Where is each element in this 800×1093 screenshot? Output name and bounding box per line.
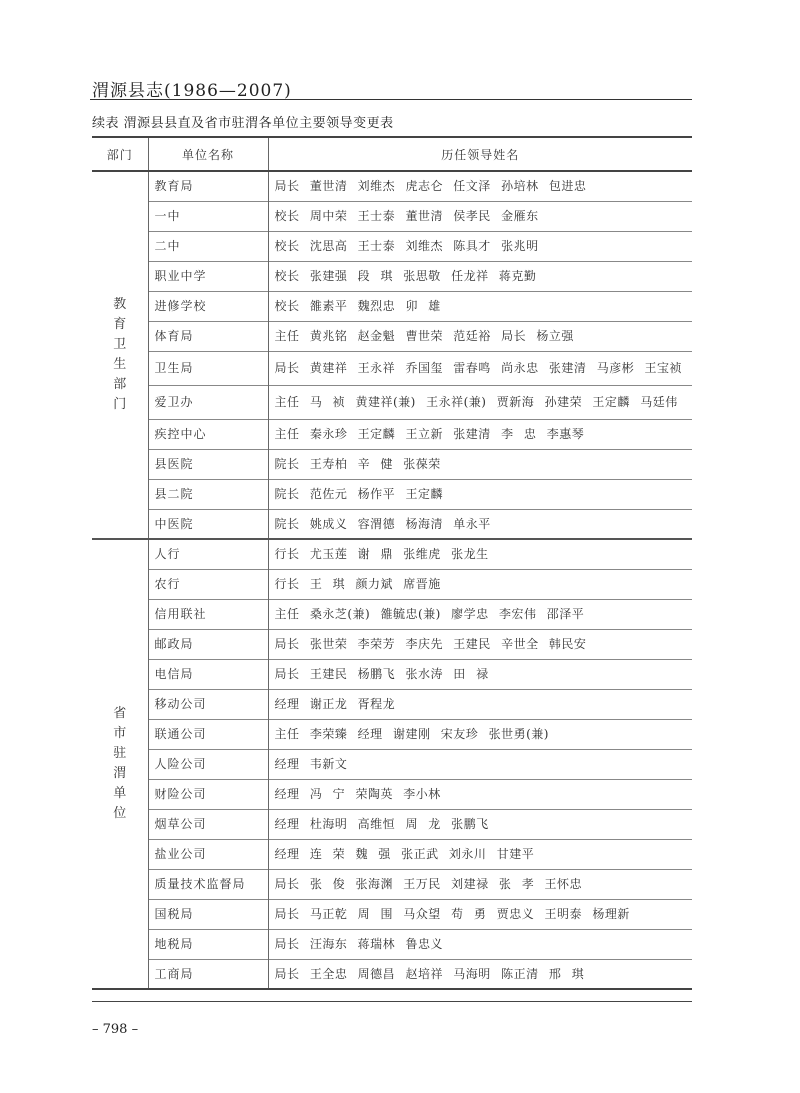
leaders-cell: 经理 连 荣 魏 强 张正武 刘永川 甘建平 <box>268 839 692 869</box>
dept-label: 省市驻渭单位 <box>113 706 127 821</box>
table-body <box>92 171 692 989</box>
leaders-cell: 校长 周中荣 王士泰 董世清 侯孝民 金雁东 <box>268 201 692 231</box>
leaders-cell: 经理 韦新文 <box>268 749 692 779</box>
table-row <box>92 689 692 719</box>
leaders-cell: 校长 雒素平 魏烈忠 卯 雄 <box>268 291 692 321</box>
page-number: – 798 – <box>92 1022 139 1037</box>
table-row <box>92 869 692 899</box>
dept-cell <box>92 539 148 989</box>
leaders-cell: 主任 秦永珍 王定麟 王立新 张建清 李 忠 李惠琴 <box>268 419 692 449</box>
leaders-cell: 主任 李荣臻 经理 谢建刚 宋友珍 张世勇(兼) <box>268 719 692 749</box>
table-row <box>92 479 692 509</box>
table-row <box>92 351 692 385</box>
unit-name-cell: 疾控中心 <box>148 419 268 449</box>
table-row <box>92 509 692 539</box>
unit-name-cell: 联通公司 <box>148 719 268 749</box>
unit-name-cell: 职业中学 <box>148 261 268 291</box>
table-row <box>92 749 692 779</box>
leaders-cell: 局长 张 俊 张海渊 王万民 刘建禄 张 孝 王怀忠 <box>268 869 692 899</box>
column-header-unit: 单位名称 <box>148 137 268 171</box>
header-rule <box>90 99 692 100</box>
column-header-dept: 部门 <box>92 137 148 171</box>
leaders-cell: 行长 王 琪 颜力斌 席晋施 <box>268 569 692 599</box>
table-header-row <box>92 137 692 171</box>
leaders-cell: 局长 王全忠 周德昌 赵培祥 马海明 陈正清 邢 琪 <box>268 959 692 989</box>
table-row <box>92 809 692 839</box>
leaders-cell: 经理 谢正龙 胥程龙 <box>268 689 692 719</box>
table-row <box>92 201 692 231</box>
dept-label: 教育卫生部门 <box>113 297 127 412</box>
dept-cell <box>92 171 148 539</box>
leaders-cell: 局长 董世清 刘维杰 虎志仑 任文泽 孙培林 包进忠 <box>268 171 692 201</box>
leaders-cell: 局长 马正乾 周 围 马众望 苟 勇 贾忠义 王明泰 杨理新 <box>268 899 692 929</box>
table-caption: 续表 渭源县县直及省市驻渭各单位主要领导变更表 <box>92 116 394 131</box>
leaders-cell: 院长 姚成义 容渭德 杨海清 单永平 <box>268 509 692 539</box>
unit-name-cell: 体育局 <box>148 321 268 351</box>
unit-name-cell: 卫生局 <box>148 351 268 385</box>
leaders-cell: 主任 马 祯 黄建祥(兼) 王永祥(兼) 贾新海 孙建荣 王定麟 马廷伟 <box>268 385 692 419</box>
table-row <box>92 171 692 201</box>
table-row <box>92 719 692 749</box>
unit-name-cell: 地税局 <box>148 929 268 959</box>
book-title: 渭源县志(1986—2007) <box>92 81 292 101</box>
leaders-cell: 经理 冯 宁 荣陶英 李小林 <box>268 779 692 809</box>
unit-name-cell: 盐业公司 <box>148 839 268 869</box>
table-row <box>92 839 692 869</box>
unit-name-cell: 烟草公司 <box>148 809 268 839</box>
leaders-cell: 局长 王建民 杨鹏飞 张水涛 田 禄 <box>268 659 692 689</box>
table-row <box>92 569 692 599</box>
leaders-cell: 主任 桑永芝(兼) 雒毓忠(兼) 廖学忠 李宏伟 邵泽平 <box>268 599 692 629</box>
table-row <box>92 929 692 959</box>
unit-name-cell: 质量技术监督局 <box>148 869 268 899</box>
table-row <box>92 629 692 659</box>
unit-name-cell: 农行 <box>148 569 268 599</box>
table-row <box>92 779 692 809</box>
unit-name-cell: 爱卫办 <box>148 385 268 419</box>
unit-name-cell: 人险公司 <box>148 749 268 779</box>
unit-name-cell: 财险公司 <box>148 779 268 809</box>
leaders-cell: 局长 黄建祥 王永祥 乔国玺 雷春鸣 尚永忠 张建清 马彦彬 王宝祯 <box>268 351 692 385</box>
footer-rule <box>92 1001 692 1002</box>
unit-name-cell: 信用联社 <box>148 599 268 629</box>
table-row <box>92 291 692 321</box>
unit-name-cell: 移动公司 <box>148 689 268 719</box>
leaders-cell: 经理 杜海明 高维恒 周 龙 张鹏飞 <box>268 809 692 839</box>
unit-name-cell: 县二院 <box>148 479 268 509</box>
unit-name-cell: 县医院 <box>148 449 268 479</box>
table-row <box>92 449 692 479</box>
table-row <box>92 599 692 629</box>
table-row <box>92 321 692 351</box>
unit-name-cell: 一中 <box>148 201 268 231</box>
leaders-cell: 院长 王寿柏 辛 健 张葆荣 <box>268 449 692 479</box>
table-row <box>92 419 692 449</box>
leaders-cell: 校长 沈思高 王士泰 刘维杰 陈具才 张兆明 <box>268 231 692 261</box>
unit-name-cell: 人行 <box>148 539 268 569</box>
unit-name-cell: 电信局 <box>148 659 268 689</box>
table-row <box>92 899 692 929</box>
table-row <box>92 385 692 419</box>
leaders-table <box>92 136 692 990</box>
table-row <box>92 261 692 291</box>
leaders-cell: 院长 范佐元 杨作平 王定麟 <box>268 479 692 509</box>
table-row <box>92 659 692 689</box>
column-header-leaders: 历任领导姓名 <box>268 137 692 171</box>
unit-name-cell: 中医院 <box>148 509 268 539</box>
leaders-cell: 局长 张世荣 李荣芳 李庆先 王建民 辛世全 韩民安 <box>268 629 692 659</box>
unit-name-cell: 进修学校 <box>148 291 268 321</box>
leaders-cell: 主任 黄兆铭 赵金魁 曹世荣 范廷裕 局长 杨立强 <box>268 321 692 351</box>
table-row <box>92 959 692 989</box>
unit-name-cell: 工商局 <box>148 959 268 989</box>
leaders-cell: 校长 张建强 段 琪 张思敬 任龙祥 蒋克勤 <box>268 261 692 291</box>
table-row <box>92 231 692 261</box>
unit-name-cell: 邮政局 <box>148 629 268 659</box>
table-row <box>92 539 692 569</box>
unit-name-cell: 教育局 <box>148 171 268 201</box>
unit-name-cell: 二中 <box>148 231 268 261</box>
leaders-cell: 行长 尤玉莲 谢 鼎 张维虎 张龙生 <box>268 539 692 569</box>
unit-name-cell: 国税局 <box>148 899 268 929</box>
leaders-cell: 局长 汪海东 蒋瑞林 鲁忠义 <box>268 929 692 959</box>
